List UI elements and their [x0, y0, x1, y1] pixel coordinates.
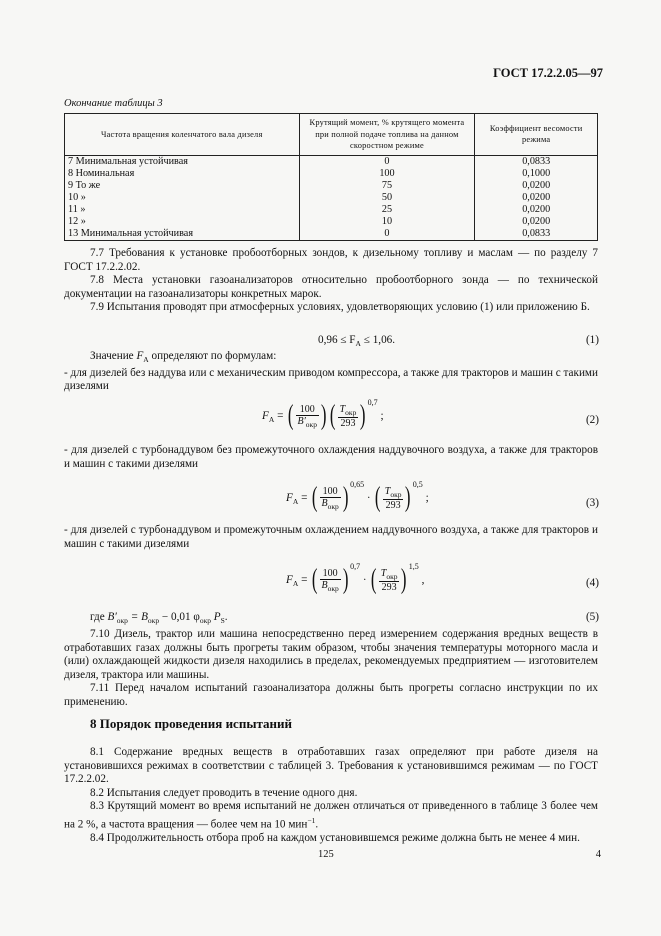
- formula-intro: Значение $F_A$ определяют по формулам: - для дизелей без наддува или с механическим приводом компрессора, а также для тракторов и машин с такими дизелями: [64, 350, 598, 393]
- sheet-number: 4: [595, 849, 601, 860]
- equation-number-3: (3): [585, 497, 599, 509]
- paragraph-8-3: 8.3 Крутящий момент во время испытаний не должен отличаться от приведенного в таблице 3 более чем на 2 %, а частота вращения — более чем на 10 мин$^{-1}$.: [64, 800, 598, 831]
- table-row: 13 Минимальная устойчивая 0 0,0833: [65, 228, 598, 241]
- paragraph-7-8: 7.8 Места установки газоанализаторов относительно пробоотборного зонда — по технической документации на газоанализаторы конкретных марок.: [64, 274, 598, 300]
- table-row: 12 » 10 0,0200: [65, 216, 598, 228]
- table-row: 11 » 25 0,0200: [65, 204, 598, 216]
- table-3: [64, 113, 598, 241]
- equation-5: где $B'_{окр} = B_{окр} - 0,01$ $\varphi_{окр}$ $P_S$.: [90, 611, 228, 626]
- equation-number-2: (2): [585, 414, 599, 426]
- paragraph-8-4: 8.4 Продолжительность отбора проб на каждом установившемся режиме должна быть не менее 4 мин.: [90, 832, 580, 845]
- section-7-paragraphs: [64, 247, 598, 315]
- equation-3: $F_A$ = ( $\frac{100}{B_{окр}}$ ) $^{0,65}$ · ( $\frac{T_{окр}}{293}$ ) $^{0,5}$ ;: [286, 480, 429, 514]
- table-row: 10 » 50 0,0200: [65, 192, 598, 204]
- table-caption: Окончание таблицы 3: [64, 98, 163, 109]
- equation-1: $0,96 \le F_A \le 1,06$.: [318, 334, 396, 349]
- equation-4: $F_A$ = ( $\frac{100}{B_{окр}}$ ) $^{0,7}$ · ( $\frac{T_{окр}}{293}$ ) $^{1,5}$ ,: [286, 562, 425, 596]
- case-2-text: - для дизелей с турбонаддувом без промежуточного охлаждения наддувочного воздуха, а также для тракторов и машин с такими дизелями: [64, 444, 598, 470]
- equation-number-4: (4): [585, 577, 599, 589]
- paragraph-7-9: 7.9 Испытания проводят при атмосферных условиях, удовлетворяющих условию (1) или приложению Б.: [90, 301, 590, 314]
- table-row: 7 Минимальная устойчивая 0 0,0833: [65, 155, 598, 168]
- paragraph-7-11: 7.11 Перед началом испытаний газоанализатора должны быть прогреты согласно инструкции по их применению.: [64, 682, 598, 708]
- paragraph-7-7: 7.7 Требования к установке пробоотборных зондов, к дизельному топливу и маслам — по разделу 7 ГОСТ 17.2.2.02.: [64, 247, 598, 273]
- paragraph-7-10: 7.10 Дизель, трактор или машина непосредственно перед измерением содержания вредных веществ в отработавших газах должны быть прогреты таким образом, чтобы значения температуры моторного масла и (или) охлаждающей жидкости дизеля находились в пределах, рекомендуемых предприятием — изготовителем дизеля, трактора или машины.: [64, 628, 598, 681]
- paragraph-8-2: 8.2 Испытания следует проводить в течение одного дня.: [90, 786, 358, 799]
- page-number: 125: [318, 849, 334, 860]
- standard-number: ГОСТ 17.2.2.05—97: [493, 66, 603, 80]
- header-coefficient: Коэффициент весомости режима: [475, 114, 598, 156]
- equation-number-1: (1): [585, 334, 599, 346]
- header-speed: Частота вращения коленчатого вала дизеля: [65, 114, 300, 156]
- equation-2: $F_A$ = ( $\frac{100}{B'_{окр}}$ ) ( $\frac{T_{окр}}{293}$ ) $^{0,7}$ ;: [262, 398, 384, 432]
- section-8-paragraphs: [64, 746, 598, 846]
- paragraph-8-1: 8.1 Содержание вредных веществ в отработавших газах определяют при работе дизеля на установившихся режимах в соответствии с таблицей 3. Требования к установившимся режимам — по ГОСТ 17.2.2.02.: [64, 746, 598, 786]
- table-row: 9 То же 75 0,0200: [65, 180, 598, 192]
- header-torque: Крутящий момент, % крутящего момента при полной подаче топлива на данном скоростном режиме: [299, 114, 475, 156]
- table-row: 8 Номинальная 100 0,1000: [65, 168, 598, 180]
- section-8-heading: 8 Порядок проведения испытаний: [90, 716, 292, 731]
- case-1-text: - для дизелей без наддува или с механическим приводом компрессора, а также для тракторов и машин с такими дизелями: [64, 366, 598, 393]
- equation-number-5: (5): [585, 611, 599, 623]
- case-3-text: - для дизелей с турбонаддувом и промежуточным охлаждением наддувочного воздуха, а также для тракторов и машин с такими дизелями: [64, 524, 598, 550]
